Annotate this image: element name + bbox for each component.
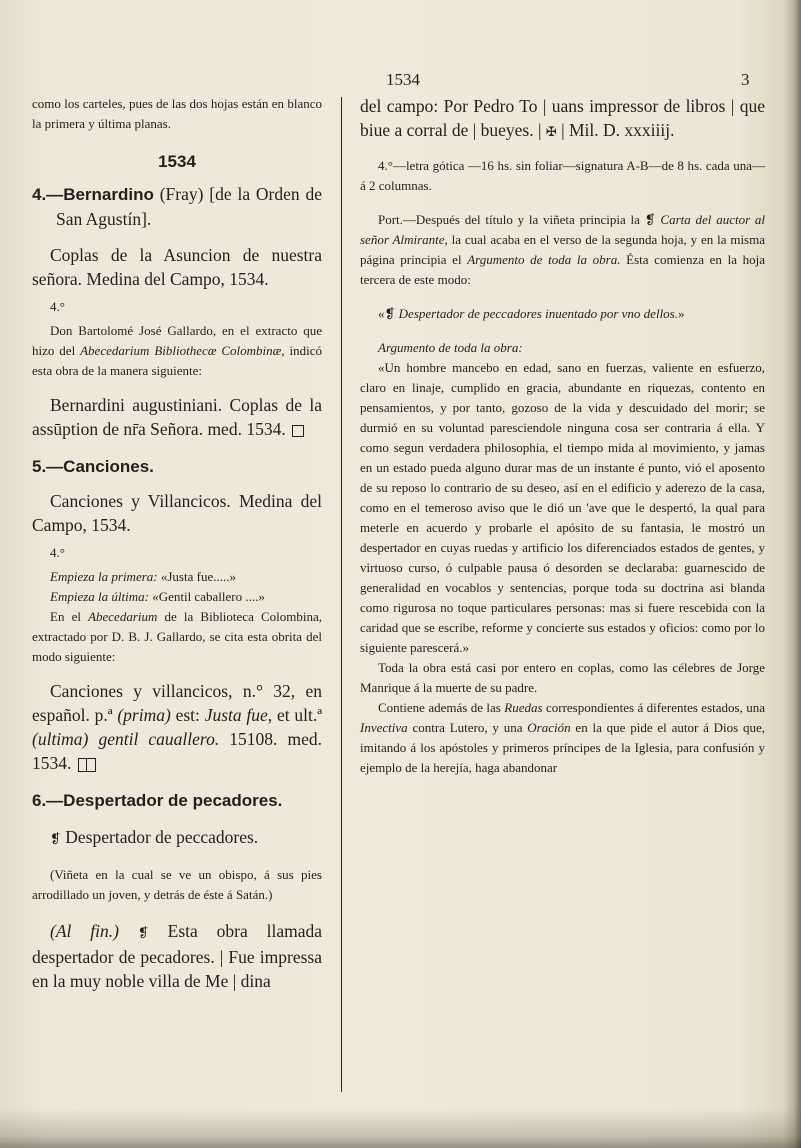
double-box-symbol-icon [78, 758, 96, 772]
entry-5-quote-c: est: [175, 705, 200, 725]
entry-5-quote-d: Justa fue, [204, 705, 273, 725]
entry-5-first-text: «Justa fue.....» [160, 569, 236, 584]
page-number: 3 [741, 70, 750, 89]
entry-6-colophon-text: Esta obra llamada despertador de pecadores. | Fue impressa en la muy noble villa de Me | dina [32, 921, 323, 991]
entry-4-note-text: Don Bartolomé José Gallardo, en el extracto que hizo del [32, 323, 322, 358]
entry-5-last-text: «Gentil caballero ....» [152, 589, 265, 604]
pilcrow-icon: ❡ [384, 306, 396, 321]
port-start: Port.—Después del título y la viñeta principia la [378, 212, 640, 227]
page-bottom-shadow [0, 1108, 801, 1148]
entry-4-quote [32, 393, 322, 441]
pilcrow-icon: ❡ [137, 925, 149, 940]
incipit-quote-text: Despertador de peccadores inuentado por vno dellos. [398, 306, 678, 321]
p3-end: en la que pide el autor á Dios que, imitando á los apóstoles y primeros príncipes de la Iglesia, para confusión y ejemplo de la herejía, haga abandonar [360, 720, 766, 775]
entry-5-last-line [32, 587, 322, 607]
colophon-continuation [360, 94, 765, 144]
entry-5-format: 4.° [50, 545, 65, 560]
entry-5-quote-g: 15108. med. 1534. [32, 729, 323, 773]
port-italic: Carta del auctor al señor Almirante, [360, 212, 766, 247]
paragraph-contents [360, 698, 765, 778]
entry-6-vineta: (Viñeta en la cual se ve un obispo, á sus pies arrodillado un joven, y detrás de éste á Satán.) [32, 867, 322, 902]
colophon-cont-text: del campo: Por Pedro To | uans impressor de libros | que biue a corral de | bueyes. | [360, 96, 765, 140]
p3-start: Contiene además de las [378, 700, 501, 715]
entry-5-quote-b: (prima) [117, 705, 171, 725]
argument-label [360, 338, 765, 358]
intro-paragraph: como los carteles, pues de las dos hojas están en blanco la primera y última planas. [32, 96, 322, 131]
entry-5-title: Canciones y Villancicos. Medina del Campo, 1534. [32, 491, 322, 535]
pilcrow-icon: ❡ [644, 212, 656, 227]
right-column [360, 94, 765, 778]
entry-5-first-label: Empieza la primera: [50, 569, 158, 584]
entry-6-heading: 6.—Despertador de pecadores. [32, 791, 283, 810]
entry-4-note-end: indicó esta obra de la manera siguiente: [32, 343, 322, 378]
entry-4-author: Bernardino [63, 185, 154, 204]
paragraph-coplas: Toda la obra está casi por entero en coplas, como las célebres de Jorge Manrique á la muerte de su padre. [360, 660, 765, 695]
cross-icon: ✠ [545, 124, 557, 139]
port-paragraph [360, 210, 765, 290]
entry-5-quote [32, 679, 322, 775]
p3-italic: Ruedas [504, 700, 543, 715]
entry-5-quote-e: et ult.ª [276, 705, 323, 725]
port-mid: la cual acaba en el verso de la segunda hoja, y en la misma página principia el [360, 232, 766, 267]
entry-5-quote-a: Canciones y villancicos, n.° 32, en español. p.ª [32, 681, 322, 725]
p3-italic-3: Oración [527, 720, 571, 735]
box-symbol-icon [292, 425, 304, 437]
argument-text: «Un hombre mancebo en edad, sano en fuerzas, valiente en esfuerzo, claro en linaje, cumplido en gracia, abundante en riquezas, contento en pensamientos, y por tanto, gozoso de la vida y descuidado del morir; se durmió en su voluntad paresciendole ninguna cosa ser contraria á ella. Y como segun verdadera philosophia, el tiempo mida al movimiento, y jamas en un estado pueda alguno durar mas de un instante é punto, vió el aposento de su reposo lo contrario de su deseo, así en el edificio y aderezo de la casa, como en el temeroso aviso que le dió un 'ave que le despertó, la qual para meterle en acuerdo y probarle el apósito de su fantasia, le mostró un despertador en cuyas ruedas y artificio los diferenciados estados de gentes, y virtuoso curso, ó culpable pausa ó desorden se declaraba: guarnescido de generalidad en vocablos y sentencias, porque toda su doctrina asi blanda como rigurosa no toque particulares personas: mas si fuere rescebida con la caridad que se escribe, reforme y concierte sus estados y oficios: como por lo siguiente parescerá.» [360, 360, 765, 655]
p3-mid: correspondientes á diferentes estados, una [545, 700, 766, 715]
entry-6-title [32, 825, 322, 851]
entry-5-first-line [32, 567, 322, 587]
entry-6-colophon-label: (Al fin.) [50, 921, 119, 941]
port-italic-2: Argumento de toda la obra. [467, 252, 621, 267]
incipit-quote: «❡ Despertador de peccadores inuentado por vno dellos.» [378, 306, 685, 321]
entry-5-note [32, 607, 322, 667]
entry-4-title: Coplas de la Asuncion de nuestra señora. Medina del Campo, 1534. [32, 245, 322, 289]
format-description: 4.°—letra gótica —16 hs. sin foliar—signatura A-B—de 8 hs. cada una—á 2 columnas. [360, 158, 765, 193]
entry-5-heading: 5.—Canciones. [32, 457, 154, 476]
entry-4-number: 4.— [32, 185, 64, 204]
pilcrow-icon: ❡ [50, 831, 61, 846]
argument-label-text: Argumento de toda la obra: [378, 340, 523, 355]
left-column [32, 94, 322, 993]
entry-4-author-rest: (Fray) [de la Orden de San Agustín]. [56, 184, 323, 229]
header-year: 1534 [386, 70, 420, 89]
entry-4-heading [32, 182, 322, 231]
entry-4-format: 4.° [50, 299, 65, 314]
entry-4-note [32, 321, 322, 381]
entry-5-note-end: de la Biblioteca Colombina, extractado por D. B. J. Gallardo, se cita esta obrita del modo siguiente: [32, 609, 322, 664]
p3-italic-2: Invectiva [360, 720, 408, 735]
entry-6-colophon [32, 919, 322, 993]
p3-mid-2: contra Lutero, y una [412, 720, 523, 735]
running-header [0, 70, 801, 94]
column-divider [341, 97, 342, 1092]
colophon-end-text: | Mil. D. xxxiiij. [561, 120, 675, 140]
entry-4-note-italic: Abecedarium Bibliothecæ Colombinæ, [80, 343, 285, 358]
entry-5-last-label: Empieza la última: [50, 589, 149, 604]
entry-5-quote-f: (ultima) gentil cauallero. [32, 729, 220, 749]
port-end: Ésta comienza en la hoja tercera de este modo: [360, 252, 766, 287]
section-year: 1534 [158, 152, 196, 171]
entry-6-title-text: Despertador de peccadores. [65, 827, 259, 847]
entry-4-quote-text: Bernardini augustiniani. Coplas de la assūption de nr̄a Señora. med. 1534. [32, 395, 322, 439]
page-edge-shadow [783, 0, 801, 1148]
entry-5-note-start: En el [50, 609, 81, 624]
entry-5-note-italic: Abecedarium [88, 609, 158, 624]
